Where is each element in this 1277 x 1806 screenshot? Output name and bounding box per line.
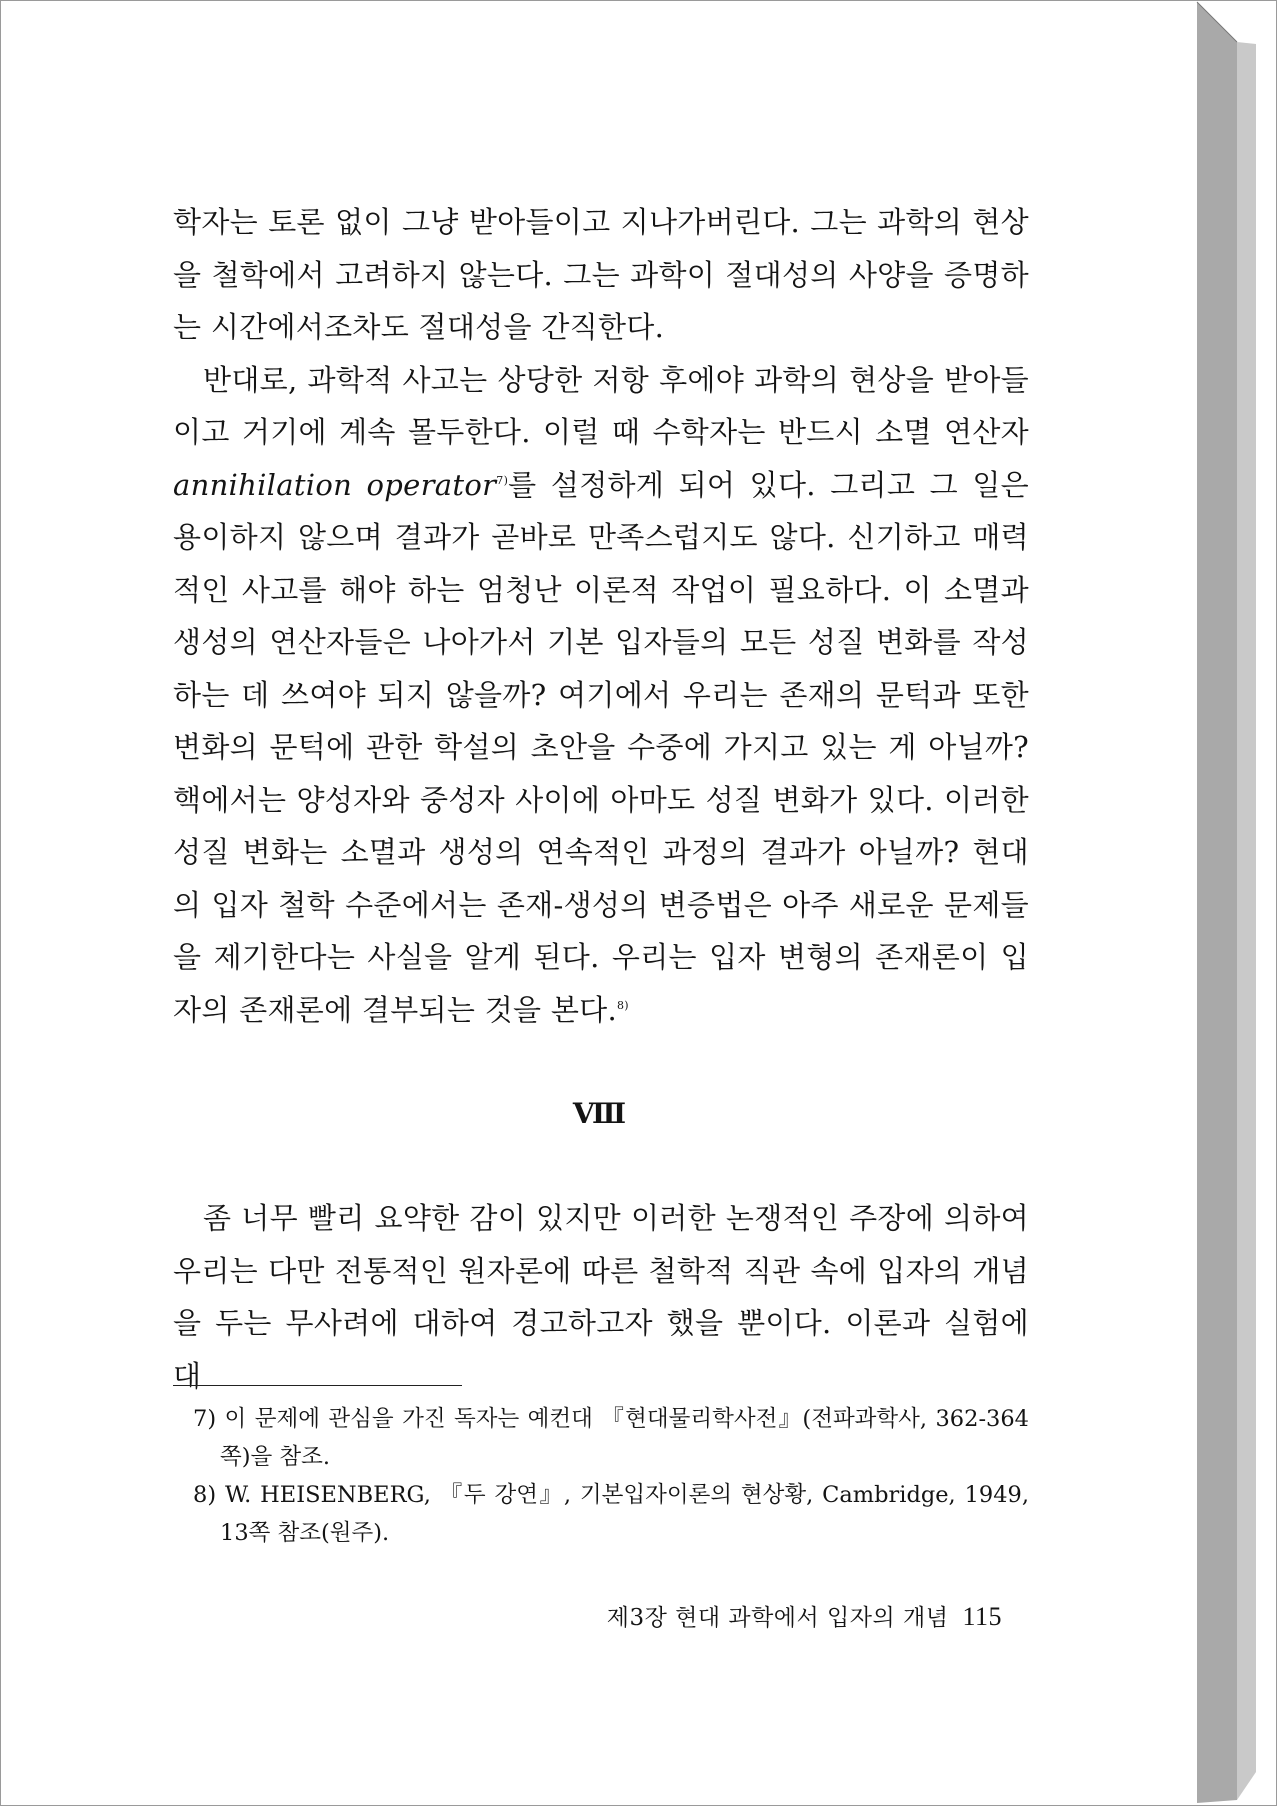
book-edge-side (1197, 2, 1237, 1803)
book-edge-shade (1237, 42, 1256, 1800)
page-number: 115 (962, 1602, 1002, 1631)
book-page (2, 2, 1196, 1801)
footnote-ref-8[interactable]: 8) (617, 998, 629, 1012)
footnote-8: 8) W. HEISENBERG, 『두 강연』, 기본입자이론의 현상황, Cambridge, 1949, 13쪽 참조(원주). (193, 1482, 1029, 1546)
footnote-ref-7[interactable]: 7) (496, 473, 509, 487)
body-text-bottom (173, 1192, 1029, 1402)
paragraph-3: 좀 너무 빨리 요약한 감이 있지만 이러한 논쟁적인 주장에 의하여 우리는 다만 전통적인 원자론에 따른 철학적 직관 속에 입자의 개념을 두는 무사려에 대하여 경고하고자 했을 뿐이다. 이론과 실험에 대 (173, 1201, 1029, 1393)
footnote-7: 7) 이 문제에 관심을 가진 독자는 예컨대 『현대물리학사전』(전파과학사, 362-364쪽)을 참조. (193, 1406, 1029, 1470)
body-text-top (173, 196, 1029, 1036)
page-footer (2, 1599, 1002, 1632)
paragraph-1: 학자는 토론 없이 그냥 받아들이고 지나가버린다. 그는 과학의 현상을 철학에서 고려하지 않는다. 그는 과학이 절대성의 사양을 증명하는 시간에서조차도 절대성을 간직한다. (173, 205, 1029, 344)
footnote-divider (173, 1385, 462, 1386)
annihilation-operator-term: annihilation operator (173, 467, 497, 502)
section-heading: Ⅷ (572, 1097, 626, 1130)
running-head: 제3장 현대 과학에서 입자의 개념 (606, 1605, 949, 1631)
footnotes (173, 1400, 1029, 1552)
paragraph-2-part-1: 반대로, 과학적 사고는 상당한 저항 후에야 과학의 현상을 받아들이고 거기에 계속 몰두한다. 이럴 때 수학자는 반드시 소멸 연산자 (173, 362, 1029, 449)
paragraph-2-part-2: 를 설정하게 되어 있다. 그리고 그 일은 용이하지 않으며 결과가 곧바로 만족스럽지도 않다. 신기하고 매력적인 사고를 해야 하는 엄청난 이론적 작업이 필요하다. 이 소멸과 생성의 연산자들은 나아가서 기본 입자들의 모든 성질 변화를 작성하는 데 쓰여야 되지 않을까? 여기에서 우리는 존재의 문턱과 또한 변화의 문턱에 관한 학설의 초안을 수중에 가지고 있는 게 아닐까? 핵에서는 양성자와 중성자 사이에 아마도 성질 변화가 있다. 이러한 성질 변화는 소멸과 생성의 연속적인 과정의 결과가 아닐까? 현대의 입자 철학 수준에서는 존재-생성의 변증법은 아주 새로운 문제들을 제기한다는 사실을 알게 된다. 우리는 입자 변형의 존재론이 입자의 존재론에 결부되는 것을 본다. (173, 467, 1029, 1027)
paragraph-2 (173, 354, 1029, 1037)
